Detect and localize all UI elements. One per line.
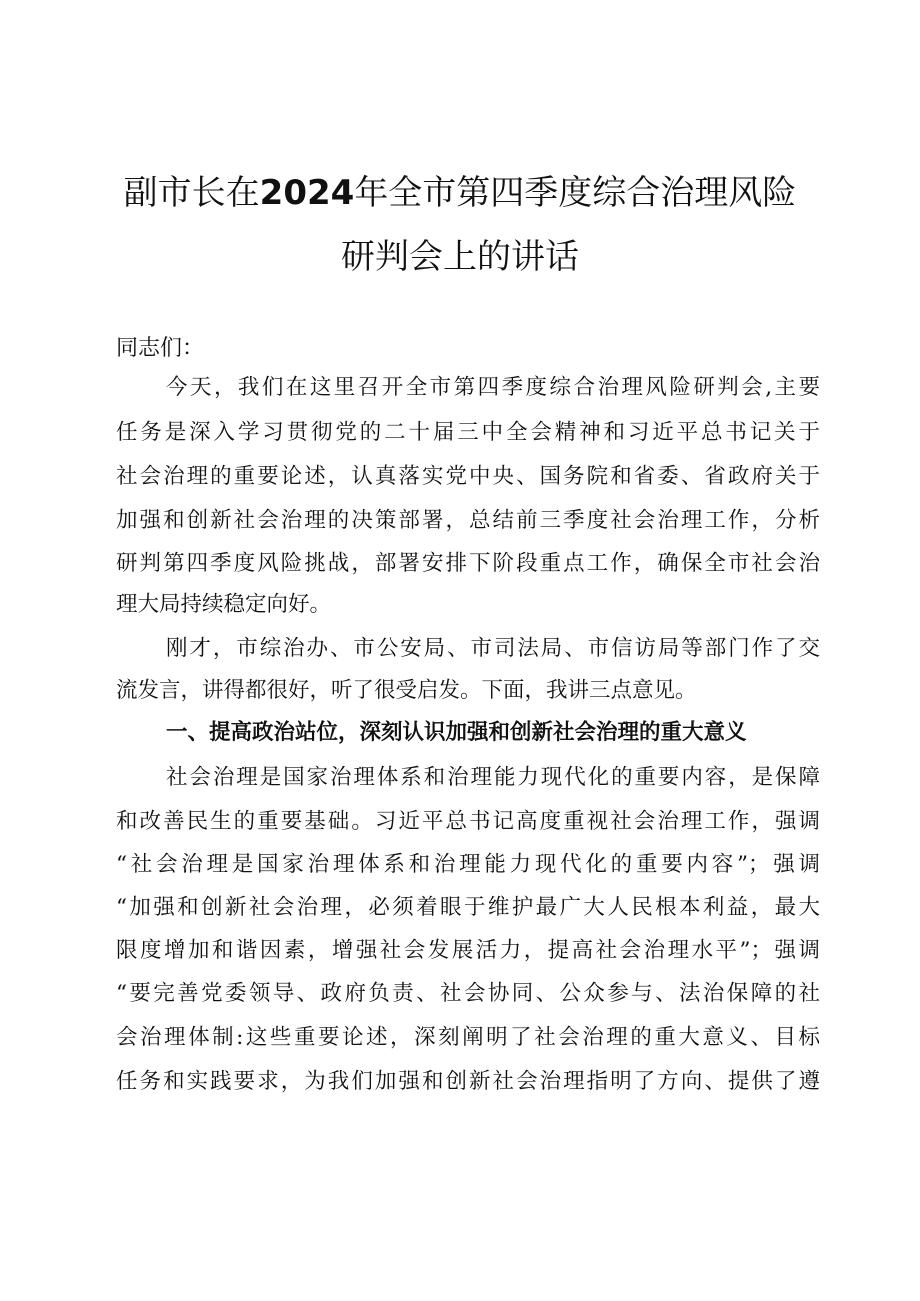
document-title-line-2: 研判会上的讲话 bbox=[341, 237, 579, 277]
paragraph-3-line: 限度增加和谐因素，增强社会发展活力，提高社会治理水平”；强调 bbox=[116, 938, 820, 963]
paragraph-1-line: 研判第四季度风险挑战，部署安排下阶段重点工作，确保全市社会治 bbox=[116, 551, 820, 576]
salutation: 同志们： bbox=[116, 336, 205, 361]
section-1-heading: 一、提高政治站位，深刻认识加强和创新社会治理的重大意义 bbox=[166, 720, 747, 745]
paragraph-1-line: 理大局持续稳定向好。 bbox=[116, 592, 332, 617]
document-title-line-1 bbox=[0, 173, 920, 213]
paragraph-2-line: 刚才，市综治办、市公安局、市司法局、市信访局等部门作了交 bbox=[166, 636, 820, 661]
paragraph-3-line: 任务和实践要求，为我们加强和创新社会治理指明了方向、提供了遵 bbox=[116, 1069, 820, 1094]
paragraph-1-line: 今天，我们在这里召开全市第四季度综合治理风险研判会,主要 bbox=[166, 375, 820, 400]
paragraph-2-line: 流发言，讲得都很好，听了很受启发。下面，我讲三点意见。 bbox=[116, 678, 697, 703]
paragraph-3-line: 社会治理是国家治理体系和治理能力现代化的重要内容，是保障 bbox=[166, 765, 820, 790]
paragraph-3-line: “要完善党委领导、政府负责、社会协同、公众参与、法治保障的社 bbox=[116, 981, 820, 1006]
paragraph-3-line: 和改善民生的重要基础。习近平总书记高度重视社会治理工作，强调 bbox=[116, 809, 820, 834]
paragraph-1-line: 社会治理的重要论述，认真落实党中央、国务院和省委、省政府关于 bbox=[116, 464, 820, 489]
paragraph-3-line: 会治理体制:这些重要论述，深刻阐明了社会治理的重大意义、目标 bbox=[116, 1025, 820, 1050]
paragraph-3-line: “加强和创新社会治理，必须着眼于维护最广大人民根本利益，最大 bbox=[116, 895, 820, 920]
title-suffix: 年全市第四季度综合治理风险 bbox=[354, 173, 797, 213]
title-prefix: 副市长在 bbox=[123, 173, 260, 213]
paragraph-3-line: “社会治理是国家治理体系和治理能力现代化的重要内容”；强调 bbox=[116, 852, 820, 877]
paragraph-1-line: 任务是深入学习贯彻党的二十届三中全会精神和习近平总书记关于 bbox=[116, 420, 820, 445]
paragraph-1-line: 加强和创新社会治理的决策部署，总结前三季度社会治理工作，分析 bbox=[116, 508, 820, 533]
title-year: 2024 bbox=[259, 173, 355, 213]
